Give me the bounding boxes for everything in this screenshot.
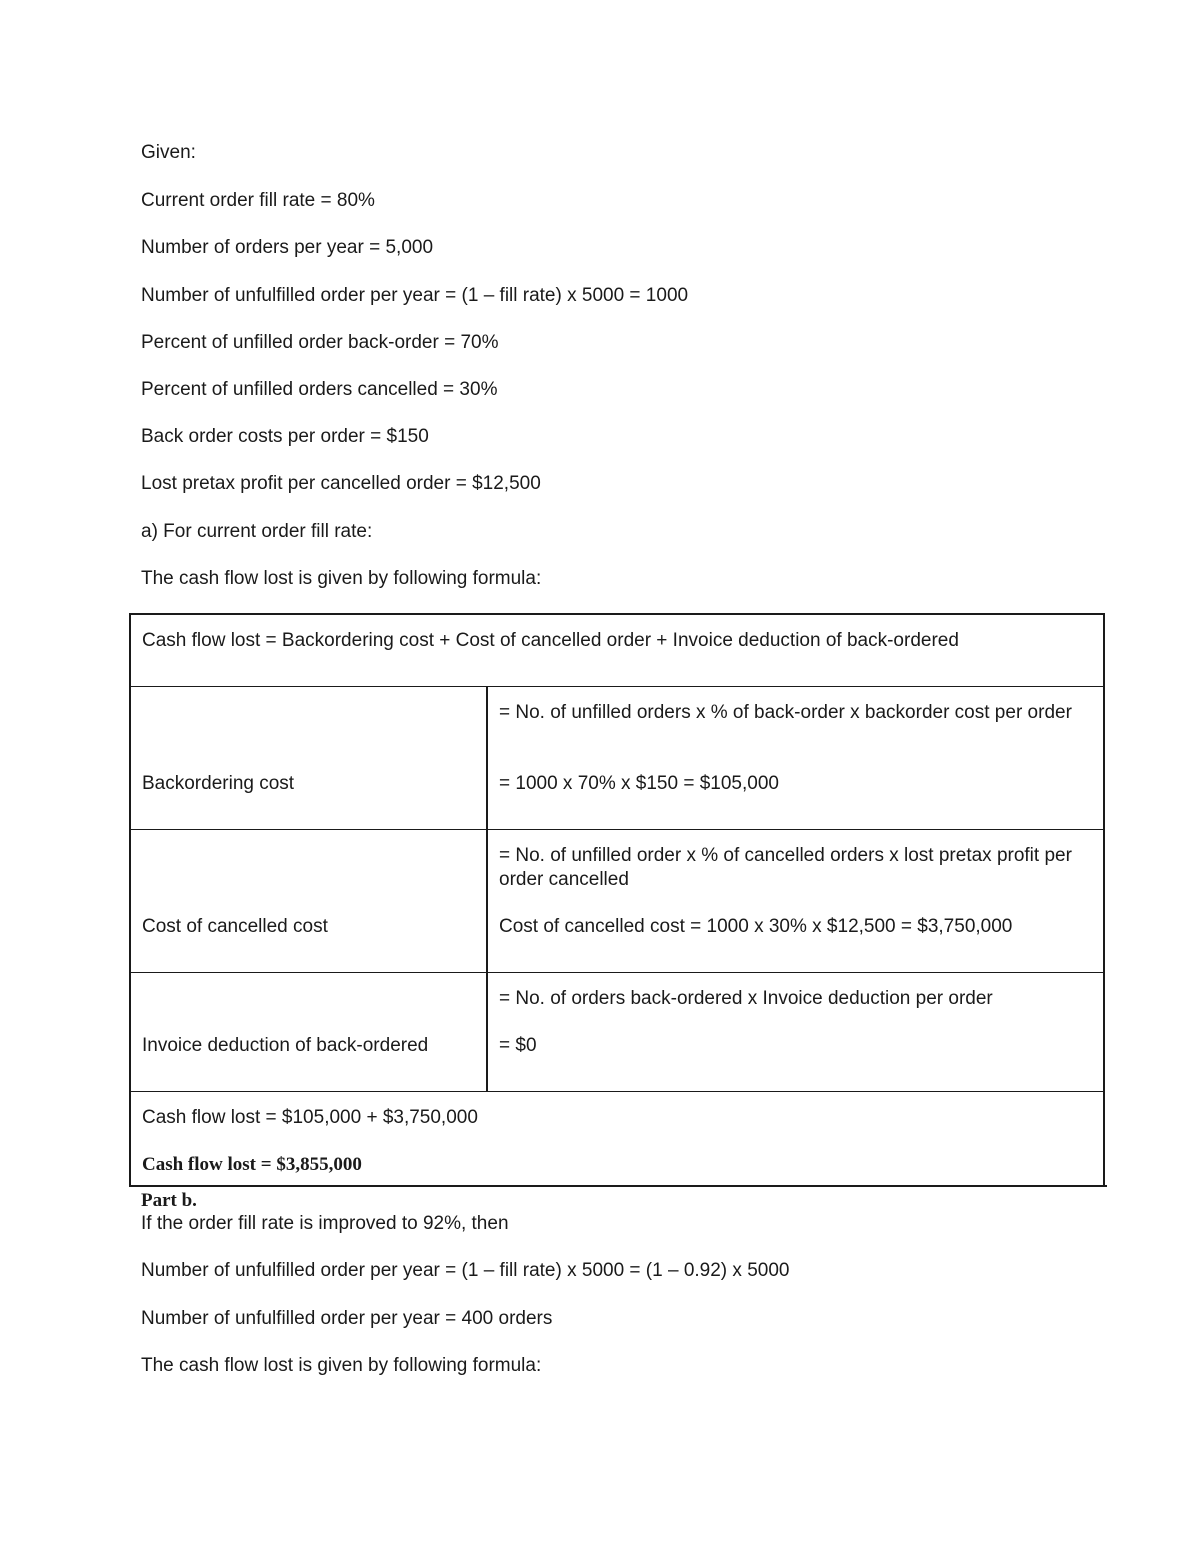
given-line-unfulfilled-orders: Number of unfulfilled order per year = (1 – fill rate) x 5000 = 1000 bbox=[141, 285, 689, 306]
invoice-label: Invoice deduction of back-ordered bbox=[142, 1035, 429, 1056]
table-bottom-rule bbox=[1063, 1185, 1107, 1187]
table-divider bbox=[131, 1091, 1103, 1092]
part-b-heading: Part b. bbox=[141, 1190, 197, 1211]
given-line-backorder-percent: Percent of unfilled order back-order = 70% bbox=[141, 332, 499, 353]
table-header-formula: Cash flow lost = Backordering cost + Cost of cancelled order + Invoice deduction of back-ordered bbox=[142, 630, 959, 651]
part-b-line-fill-rate: If the order fill rate is improved to 92%, then bbox=[141, 1213, 509, 1234]
backordering-result: = 1000 x 70% x $150 = $105,000 bbox=[499, 773, 779, 794]
part-a-intro: The cash flow lost is given by following formula: bbox=[141, 568, 542, 589]
given-line-fill-rate: Current order fill rate = 80% bbox=[141, 190, 375, 211]
table-column-divider bbox=[486, 686, 488, 1091]
part-b-intro: The cash flow lost is given by following formula: bbox=[141, 1355, 542, 1376]
backordering-formula: = No. of unfilled orders x % of back-order x backorder cost per order bbox=[499, 702, 1072, 723]
backordering-label: Backordering cost bbox=[142, 773, 295, 794]
cancelled-formula: = No. of unfilled order x % of cancelled orders x lost pretax profit per order cancelled bbox=[499, 845, 1072, 890]
table-divider bbox=[131, 686, 1103, 687]
part-a-heading: a) For current order fill rate: bbox=[141, 521, 373, 542]
cancelled-label: Cost of cancelled cost bbox=[142, 916, 328, 937]
given-heading: Given: bbox=[141, 142, 196, 163]
table-divider bbox=[131, 972, 1103, 973]
cash-flow-sum: Cash flow lost = $105,000 + $3,750,000 bbox=[142, 1107, 478, 1128]
cash-flow-total: Cash flow lost = $3,855,000 bbox=[142, 1154, 362, 1175]
part-b-line-unfulfilled-result: Number of unfulfilled order per year = 400 orders bbox=[141, 1308, 553, 1329]
cash-flow-table bbox=[129, 613, 1105, 1187]
given-line-backorder-cost: Back order costs per order = $150 bbox=[141, 426, 429, 447]
cancelled-result: Cost of cancelled cost = 1000 x 30% x $12,500 = $3,750,000 bbox=[499, 916, 1013, 937]
invoice-formula: = No. of orders back-ordered x Invoice deduction per order bbox=[499, 988, 993, 1009]
given-line-orders-per-year: Number of orders per year = 5,000 bbox=[141, 237, 434, 258]
invoice-result: = $0 bbox=[499, 1035, 537, 1056]
part-b-line-unfulfilled-formula: Number of unfulfilled order per year = (1 – fill rate) x 5000 = (1 – 0.92) x 5000 bbox=[141, 1260, 790, 1281]
table-divider bbox=[131, 829, 1103, 830]
given-line-lost-profit: Lost pretax profit per cancelled order = $12,500 bbox=[141, 473, 541, 494]
given-line-cancelled-percent: Percent of unfilled orders cancelled = 30% bbox=[141, 379, 498, 400]
